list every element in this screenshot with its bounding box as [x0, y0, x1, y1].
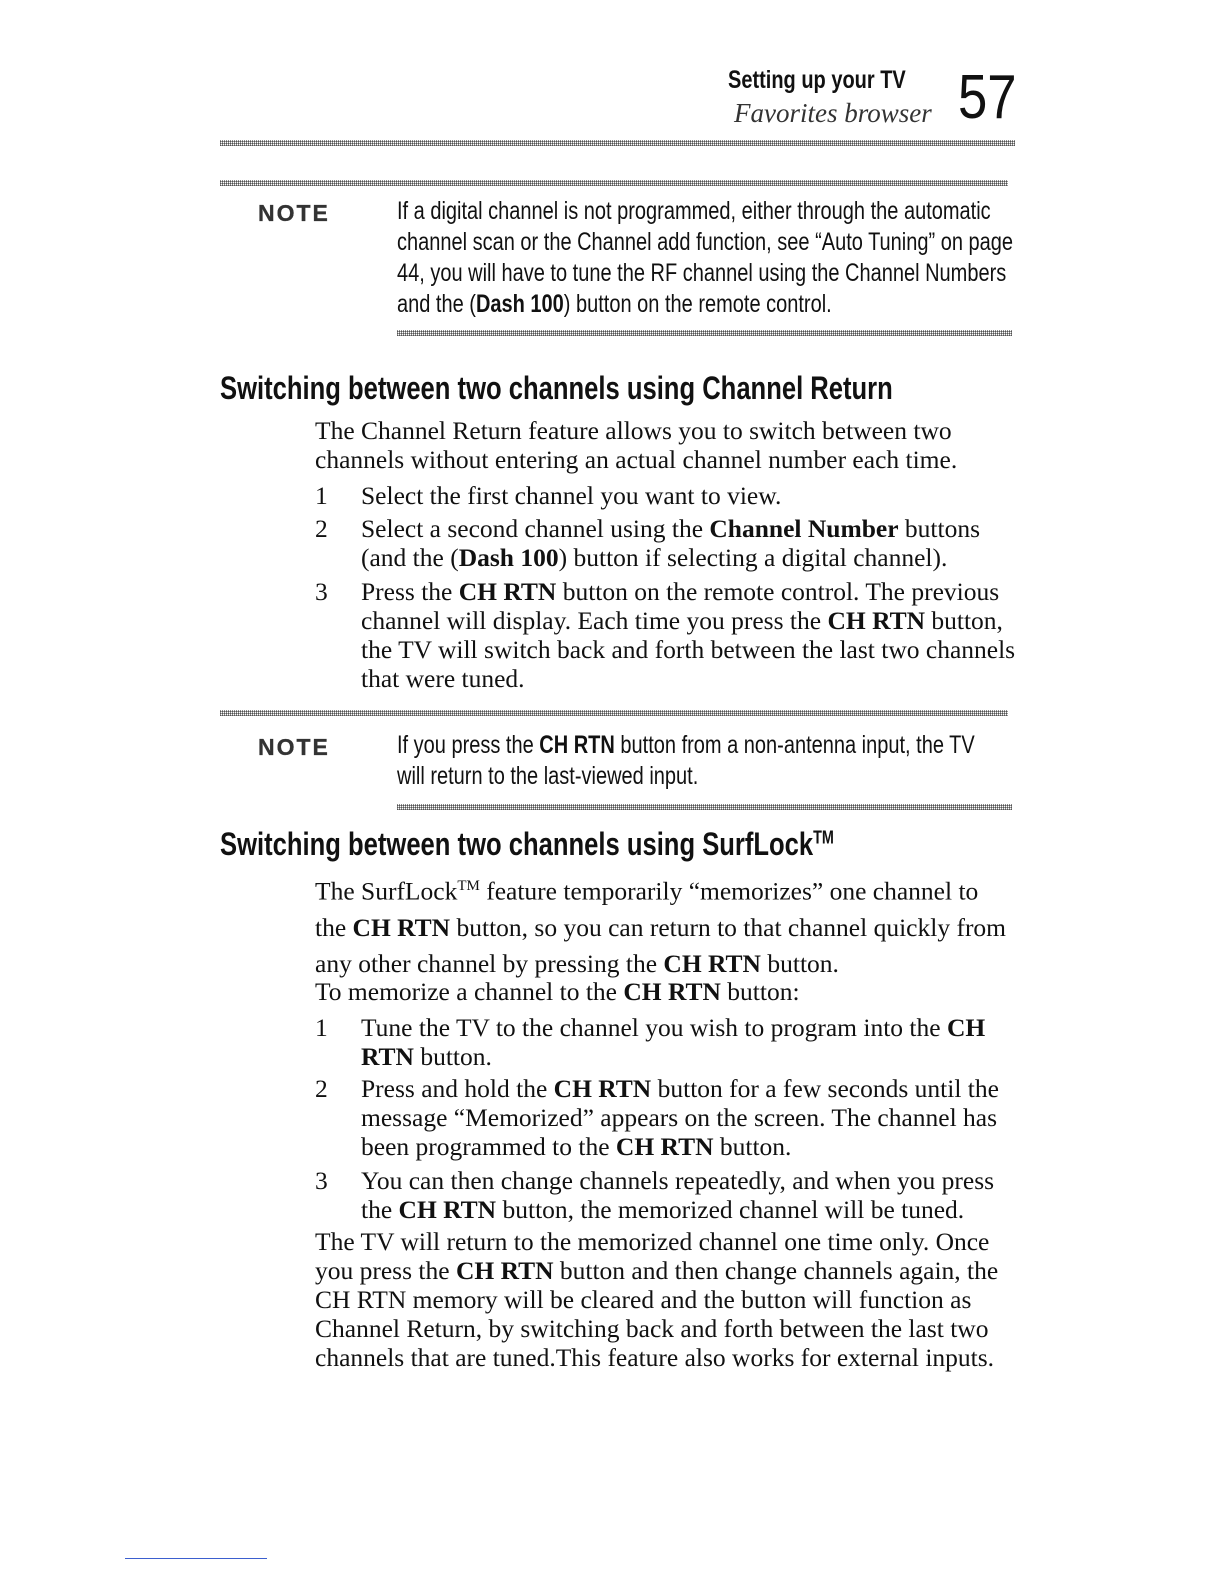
step-text: Select the first channel you want to view. [361, 481, 782, 510]
note-line [397, 730, 975, 761]
intro-text-run: feature temporarily “memorizes” one channel to the [315, 876, 979, 942]
step-text-run: button, the memorized channel will be tuned. [496, 1195, 965, 1224]
memorize-text-run: button: [720, 977, 800, 1006]
memorize-bold-run: CH RTN [623, 977, 721, 1006]
step-text-run: Press the [361, 577, 459, 606]
step-number: 1 [315, 1013, 328, 1042]
closing-bold-run: CH RTN [455, 1256, 554, 1285]
section-intro [315, 868, 1015, 982]
step-text [361, 1074, 1016, 1161]
step-bold-run: CH RTN [398, 1195, 497, 1224]
step-text-run: button on the remote control. The previous channel will display. Each time you press the [361, 577, 1000, 635]
step-text-run: Tune the TV to the channel you wish to program into the [361, 1013, 947, 1042]
step-text [361, 577, 1016, 693]
section-heading-text: Switching between two channels using SurfLock [220, 826, 814, 862]
note-line [397, 289, 1013, 320]
step-number: 3 [315, 577, 328, 606]
note-line: will return to the last-viewed input. [397, 762, 699, 790]
step-number: 3 [315, 1166, 328, 1195]
step-text-run: You can then change channels repeatedly, and when you press the [361, 1166, 995, 1224]
closing-paragraph [315, 1227, 1015, 1372]
trademark-mark: TM [457, 878, 480, 894]
closing-text-run: The TV will return to the memorized channel one time only. Once you press the [315, 1227, 990, 1285]
note-text [397, 730, 975, 792]
note-text-run: If you press the [397, 731, 540, 759]
note-bold-run: CH RTN [539, 731, 615, 759]
header-divider [220, 140, 1015, 146]
section-subtitle: Favorites browser [734, 98, 932, 128]
step-text-run: Press and hold the [361, 1074, 554, 1103]
note-line: If a digital channel is not programmed, either through the automatic [397, 197, 991, 225]
note-bottom-divider [397, 330, 1012, 336]
section-heading [220, 826, 834, 863]
step-text-run: button. [713, 1132, 792, 1161]
note-bold-run: Dash 100 [475, 290, 564, 318]
memorize-text-run: To memorize a channel to the [315, 977, 624, 1006]
closing-text-run: button and then change channels again, the CH RTN memory will be cleared and the button will function as Channel Return, by switching back and forth between the last two channels that are tuned.This feature also works for external inputs. [315, 1256, 999, 1372]
note-text-run: ) button on the remote control. [563, 290, 832, 318]
step-text-run: button. [413, 1042, 492, 1071]
step-bold-run: CH RTN [615, 1132, 714, 1161]
step-bold-run: CH RTN [827, 606, 926, 635]
note-line: 44, you will have to tune the RF channel using the Channel Numbers [397, 259, 1007, 287]
step-bold-run: CH RTN [458, 577, 557, 606]
page-number: 57 [958, 63, 1017, 132]
intro-text-run: The SurfLock [315, 876, 458, 906]
step-bold-run: CH RTN [361, 1013, 986, 1071]
step-number: 2 [315, 514, 328, 543]
section-intro: The Channel Return feature allows you to switch between two channels without entering an actual channel number each time. [315, 416, 958, 474]
step-bold-run: Dash 100 [458, 543, 559, 572]
memorize-instruction [315, 977, 1015, 1006]
step-bold-run: Channel Number [709, 514, 899, 543]
chapter-title: Setting up your TV [728, 66, 906, 94]
trademark-mark: TM [813, 827, 834, 848]
step-number: 2 [315, 1074, 328, 1103]
step-number: 1 [315, 481, 328, 510]
step-text-run: Select a second channel using the [361, 514, 710, 543]
step-text [361, 1013, 1016, 1071]
step-bold-run: CH RTN [553, 1074, 652, 1103]
step-text-run: ) button if selecting a digital channel). [558, 543, 948, 572]
note-label: NOTE [258, 734, 330, 760]
note-text-run: and the ( [397, 290, 476, 318]
step-text-run: button for a few seconds until the message “Memorized” appears on the screen. The channel has been programmed to the [361, 1074, 999, 1161]
intro-text-run: button, so you can return to that channel quickly from any other channel by pressing the [315, 912, 1007, 978]
note-top-divider [220, 180, 1008, 186]
intro-text-run: button. [760, 948, 839, 978]
intro-bold-run: CH RTN [352, 912, 451, 942]
step-text [361, 1166, 1016, 1224]
intro-bold-run: CH RTN [663, 948, 761, 978]
footer-line [125, 1558, 267, 1559]
note-bottom-divider [397, 804, 1012, 810]
step-text [361, 514, 1016, 572]
note-top-divider [220, 710, 1008, 716]
note-line: channel scan or the Channel add function, see “Auto Tuning” on page [397, 228, 1013, 256]
note-text [397, 196, 1013, 320]
note-text-run: button from a non-antenna input, the TV [614, 731, 975, 759]
section-heading: Switching between two channels using Channel Return [220, 370, 893, 406]
step-text-run: button, the TV will switch back and forth between the last two channels that were tuned. [361, 606, 1016, 693]
note-label: NOTE [258, 200, 330, 226]
step-text-run: buttons (and the ( [361, 514, 981, 572]
